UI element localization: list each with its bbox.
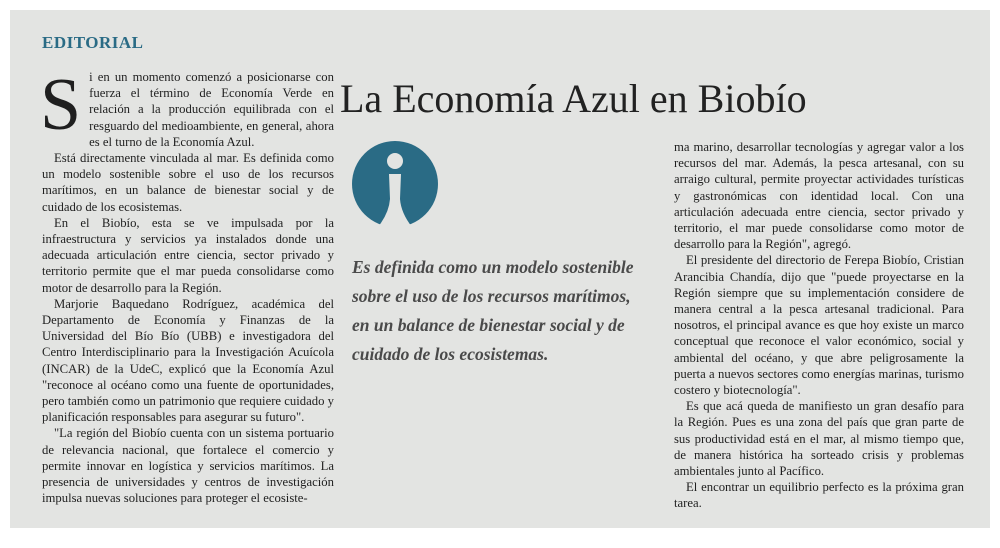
body-paragraph: El presidente del directorio de Ferepa Biobío, Cristian Arancibia Chandía, dijo que "puede proyectarse en la Región siempre que su implementación considere de manera central a la pesca artesanal tradicional. Para nosotros, el principal avance es que hoy existe un marco conceptual que reconoce el valor económico, social y ambiental del océano, y que abre peligrosamente la puerta a nuevos sectores como energías marinas, turismo costero y biotecnología". xyxy=(674,253,964,398)
headline: La Economía Azul en Biobío xyxy=(340,76,807,121)
body-paragraph: Está directamente vinculada al mar. Es definida como un modelo sostenible sobre el uso de los recursos marítimos, en un balance de bienestar social y de cuidado de los ecosistemas. xyxy=(42,151,334,214)
body-paragraph: Es que acá queda de manifiesto un gran desafío para la Región. Pues es una zona del país que gran parte de sus productividad está en el mar, al mismo tiempo que, de manera histórica ha sorteado crisis y problemas ambientales junto al Pacífico. xyxy=(674,399,964,479)
body-paragraph: En el Biobío, esta se ve impulsada por la infraestructura y servicios ya instalados donde una adecuada articulación entre ciencia, sector privado y territorio permite que el mar pueda consolidarse como motor de desarrollo para la Región. xyxy=(42,215,334,295)
pull-quote: Es definida como un modelo sostenible sobre el uso de los recursos marítimos, en un balance de bienestar social y de cuidado de los ecosistemas. xyxy=(352,257,634,364)
section-label: EDITORIAL xyxy=(42,33,144,52)
newspaper-page xyxy=(10,10,990,528)
right-column xyxy=(674,139,964,512)
lead-paragraph xyxy=(40,64,334,150)
body-paragraph: "La región del Biobío cuenta con un sistema portuario de relevancia nacional, que fortalece el comercio y permite innovar en logística y servicios marítimos. La presencia de universidades y centros de investigación impulsa nuevas soluciones para proteger el ecosiste- xyxy=(42,426,334,506)
drop-cap: S xyxy=(40,64,82,146)
body-paragraph: Marjorie Baquedano Rodríguez, académica del Departamento de Economía y Finanzas de la Universidad del Bío Bío (UBB) e investigadora del Centro Interdisciplinario para la Investigación Acuícola (INCAR) de la UdeC, explicó que la Economía Azul "reconoce al océano como una fuente de oportunidades, pero también como un patrimonio que requiere cuidado y planificación responsables para asegurar su futuro". xyxy=(42,296,334,425)
body-paragraph: El encontrar un equilibrio perfecto es la próxima gran tarea. xyxy=(674,480,964,511)
lead-text: i en un momento comenzó a posicionarse con fuerza el término de Economía Verde en relación a la producción equilibrada con el resguardo del medioambiente, en general, ahora es el turno de la Economía Azul. xyxy=(89,70,334,149)
continuation-paragraph: ma marino, desarrollar tecnologías y agregar valor a los recursos del mar. Además, la pesca artesanal, con su arraigo cultural, permite proyectar actividades turísticas y gastronómicas con identidad local. Con una articulación adecuada entre ciencia, sector privado y territorio, el mar puede consolidarse como motor de desarrollo para la Región", agregó. xyxy=(674,140,964,252)
info-icon xyxy=(352,141,438,227)
left-column xyxy=(40,64,334,506)
